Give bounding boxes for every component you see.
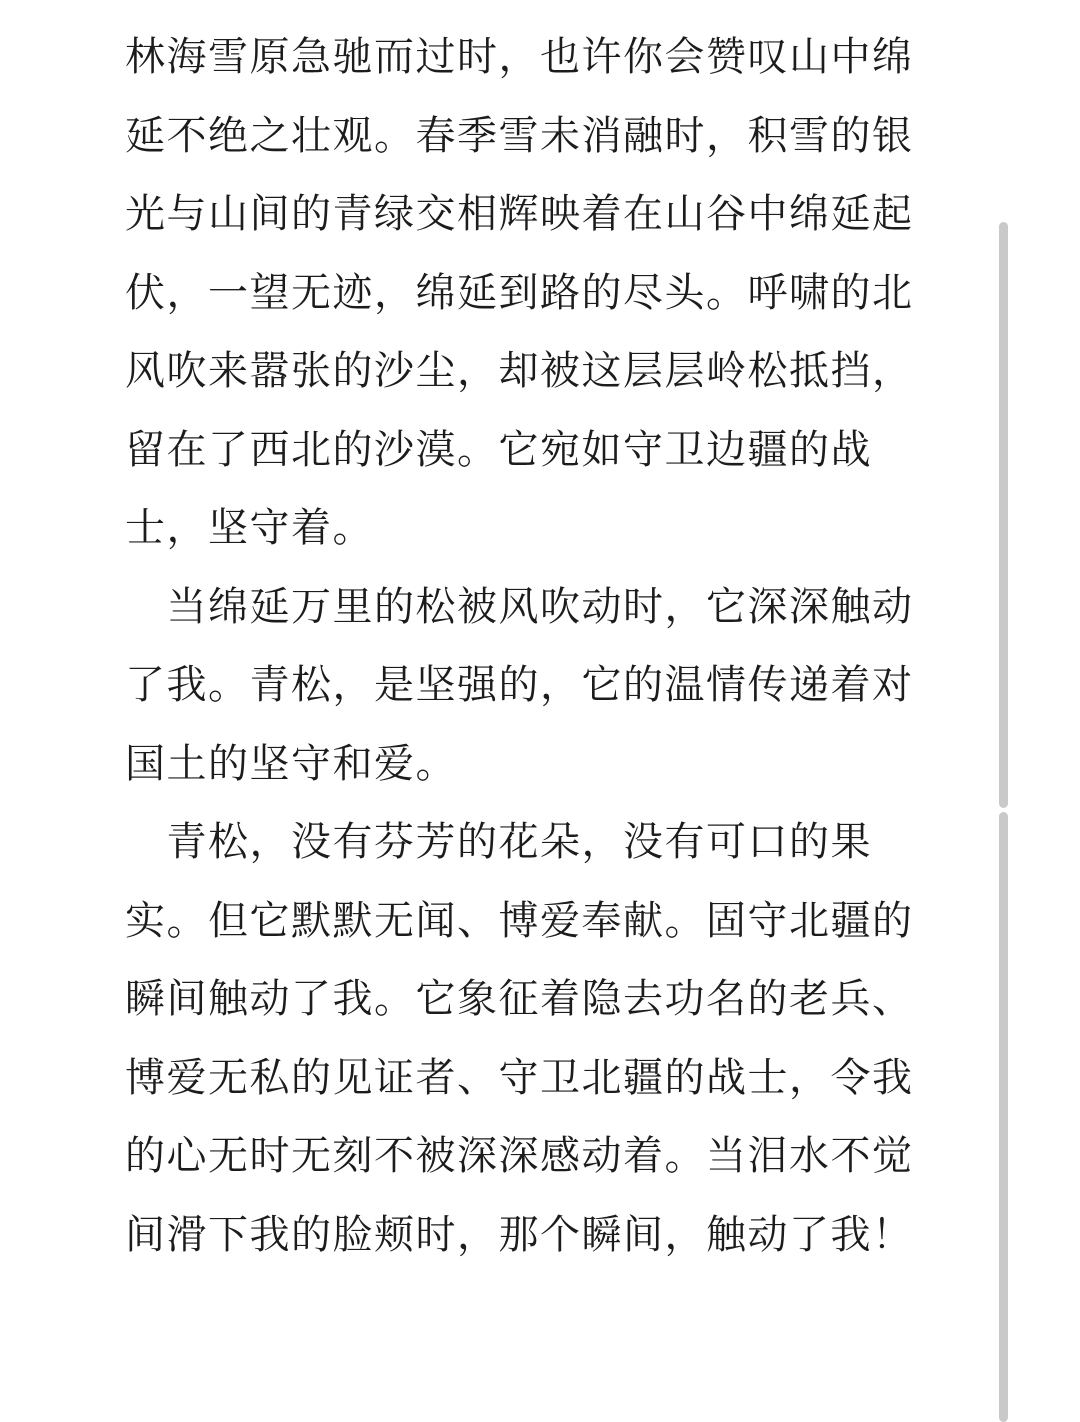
text-line: 博爱无私的见证者、守卫北疆的战士，令我	[125, 1054, 914, 1101]
text-line: 了我。青松，是坚强的，它的温情传递着对	[125, 662, 914, 708]
text-line: 风吹来嚣张的沙尘，却被这层层岭松抵挡，	[125, 348, 914, 394]
scrollbar-track[interactable]	[999, 812, 1008, 1422]
text-line: 的心无时无刻不被深深感动着。当泪水不觉	[125, 1133, 914, 1179]
text-line: 伏，一望无迹，绵延到路的尽头。呼啸的北	[125, 269, 914, 316]
text-line: 青松，没有芬芳的花朵，没有可口的果	[125, 819, 872, 865]
text-line: 国土的坚守和爱。	[125, 740, 457, 787]
text-line: 光与山间的青绿交相辉映着在山谷中绵延起	[125, 191, 914, 237]
text-line: 林海雪原急驰而过时，也许你会赞叹山中绵	[125, 34, 914, 80]
article-text	[125, 18, 940, 1274]
text-line: 间滑下我的脸颊时，那个瞬间，触动了我！	[125, 1211, 914, 1258]
text-line: 士，坚守着。	[125, 505, 374, 551]
text-line: 延不绝之壮观。春季雪未消融时，积雪的银	[125, 112, 914, 159]
text-line: 瞬间触动了我。它象征着隐去功名的老兵、	[125, 976, 914, 1022]
text-line: 当绵延万里的松被风吹动时，它深深触动	[125, 583, 914, 630]
text-line: 留在了西北的沙漠。它宛如守卫边疆的战	[125, 426, 872, 473]
scrollbar-thumb[interactable]	[999, 222, 1008, 808]
text-line: 实。但它默默无闻、博爱奉献。固守北疆的	[125, 897, 914, 944]
